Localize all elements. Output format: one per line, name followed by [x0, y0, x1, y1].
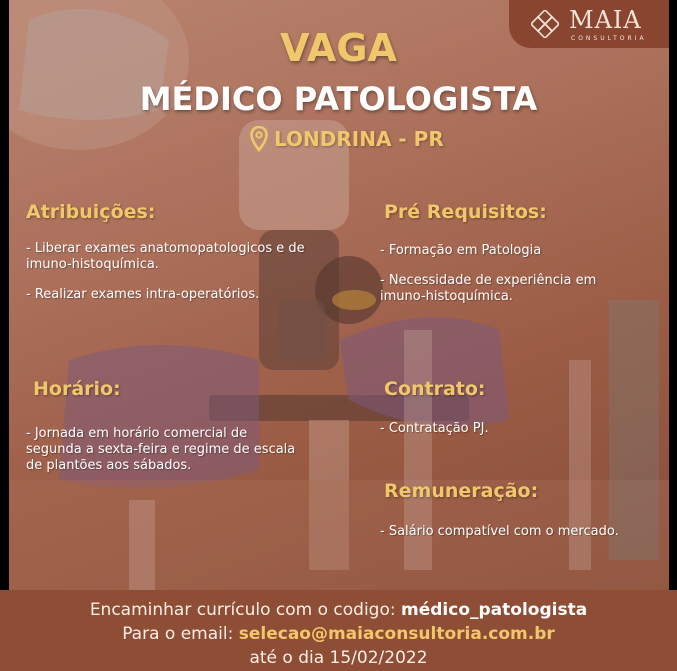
- footer-line-deadline: até o dia 15/02/2022: [249, 648, 428, 668]
- section-title-requisitos: Pré Requisitos:: [384, 201, 547, 223]
- job-role: MÉDICO PATOLOGISTA: [139, 80, 538, 118]
- section-body-contrato: [380, 421, 640, 451]
- footer-line-code: [0, 600, 677, 620]
- section-title-horario: Horário:: [33, 378, 121, 400]
- logo-name: MAIA: [569, 6, 642, 34]
- logo-subtitle: CONSULTORIA: [571, 35, 647, 42]
- page-title: VAGA: [280, 26, 397, 70]
- list-item: - Jornada em horário comercial de segunda a sexta-feira e regime de escala de plantões aos sábados.: [26, 426, 296, 473]
- section-title-remuneracao: Remuneração:: [384, 480, 539, 502]
- list-item: - Necessidade de experiência em imuno-histoquímica.: [380, 273, 597, 304]
- footer-email-prefix: Para o email:: [122, 624, 239, 644]
- section-title-contrato: Contrato:: [384, 378, 486, 400]
- list-item: - Liberar exames anatomopatologicos e de imuno-histoquímica.: [26, 241, 305, 272]
- list-item: - Formação em Patologia: [380, 243, 542, 258]
- list-item: - Realizar exames intra-operatórios.: [26, 287, 260, 302]
- location-text: LONDRINA - PR: [274, 127, 444, 151]
- email-link[interactable]: selecao@maiaconsultoria.com.br: [238, 624, 555, 644]
- section-body-requisitos: [380, 243, 640, 319]
- footer-line-email: [0, 624, 677, 644]
- location: [250, 126, 444, 152]
- section-body-horario: [26, 426, 306, 488]
- section-body-remuneracao: [380, 524, 660, 554]
- list-item: - Salário compatível com o mercado.: [380, 524, 619, 539]
- list-item: - Contratação PJ.: [380, 421, 489, 436]
- footer-bar: [0, 590, 677, 671]
- section-title-atribuicoes: Atribuições:: [26, 201, 156, 223]
- map-pin-icon: [250, 126, 268, 152]
- job-code: médico_patologista: [401, 600, 588, 620]
- section-body-atribuicoes: [26, 241, 316, 317]
- footer-code-prefix: Encaminhar currículo com o codigo:: [89, 600, 402, 620]
